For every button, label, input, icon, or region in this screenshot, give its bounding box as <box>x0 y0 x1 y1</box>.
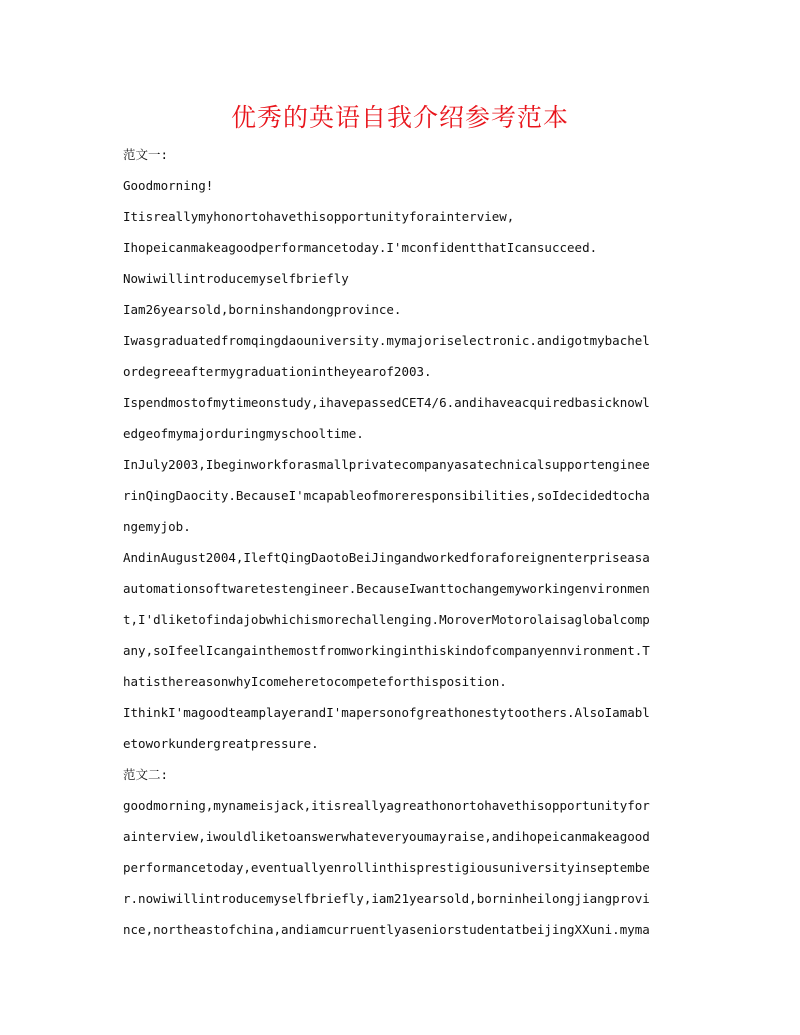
text-line: Ispendmostofmytimeonstudy,ihavepassedCET4/6.andihaveacquiredbasicknowl <box>123 395 650 410</box>
text-line: ngemyjob. <box>123 519 191 534</box>
text-line: t,I'dliketofindajobwhichismorechallenging.MoroverMotorolaisaglobalcomp <box>123 612 650 627</box>
document-body <box>123 139 675 945</box>
text-line: 范文二: <box>123 767 169 782</box>
text-line: r.nowiwillintroducemyselfbriefly,iam21yearsold,borninheilongjiangprovi <box>123 891 650 906</box>
text-line: AndinAugust2004,IleftQingDaotoBeiJingandworkedforaforeignenterpriseasa <box>123 550 650 565</box>
text-line: any,soIfeelIcangainthemostfromworkinginthiskindofcompanyennvironment.T <box>123 643 650 658</box>
text-line: 范文一: <box>123 147 169 162</box>
text-line: ainterview,iwouldliketoanswerwhateveryoumayraise,andihopeicanmakeagood <box>123 829 650 844</box>
text-line: IthinkI'magoodteamplayerandI'mapersonofgreathonestytoothers.AlsoIamabl <box>123 705 650 720</box>
document-title: 优秀的英语自我介绍参考范本 <box>230 103 569 132</box>
text-line: Ihopeicanmakeagoodperformancetoday.I'mconfidentthatIcansucceed. <box>123 240 598 255</box>
text-line: rinQingDaocity.BecauseI'mcapableofmoreresponsibilities,soIdecidedtocha <box>123 488 650 503</box>
text-line: edgeofmymajorduringmyschooltime. <box>123 426 364 441</box>
text-line: goodmorning,mynameisjack,itisreallyagreathonortohavethisopportunityfor <box>123 798 650 813</box>
text-line: automationsoftwaretestengineer.BecauseIwanttochangemyworkingenvironmen <box>123 581 650 596</box>
text-line: Nowiwillintroducemyselfbriefly <box>123 271 349 286</box>
text-line: ordegreeaftermygraduationintheyearof2003. <box>123 364 432 379</box>
text-line: performancetoday,eventuallyenrollinthisprestigiousuniversityinseptembe <box>123 860 650 875</box>
text-line: hatisthereasonwhyIcomeheretocompeteforthisposition. <box>123 674 507 689</box>
text-line: Iwasgraduatedfromqingdaouniversity.mymajoriselectronic.andigotmybachel <box>123 333 650 348</box>
text-line: Goodmorning! <box>123 178 214 193</box>
text-line: InJuly2003,Ibeginworkforasmallprivatecompanyasatechnicalsupportenginee <box>123 457 650 472</box>
text-line: etoworkundergreatpressure. <box>123 736 319 751</box>
text-line: nce,northeastofchina,andiamcurruentlyaseniorstudentatbeijingXXuni.myma <box>123 922 650 937</box>
text-line: Itisreallymyhonortohavethisopportunityforainterview, <box>123 209 515 224</box>
text-line: Iam26yearsold,borninshandongprovince. <box>123 302 402 317</box>
